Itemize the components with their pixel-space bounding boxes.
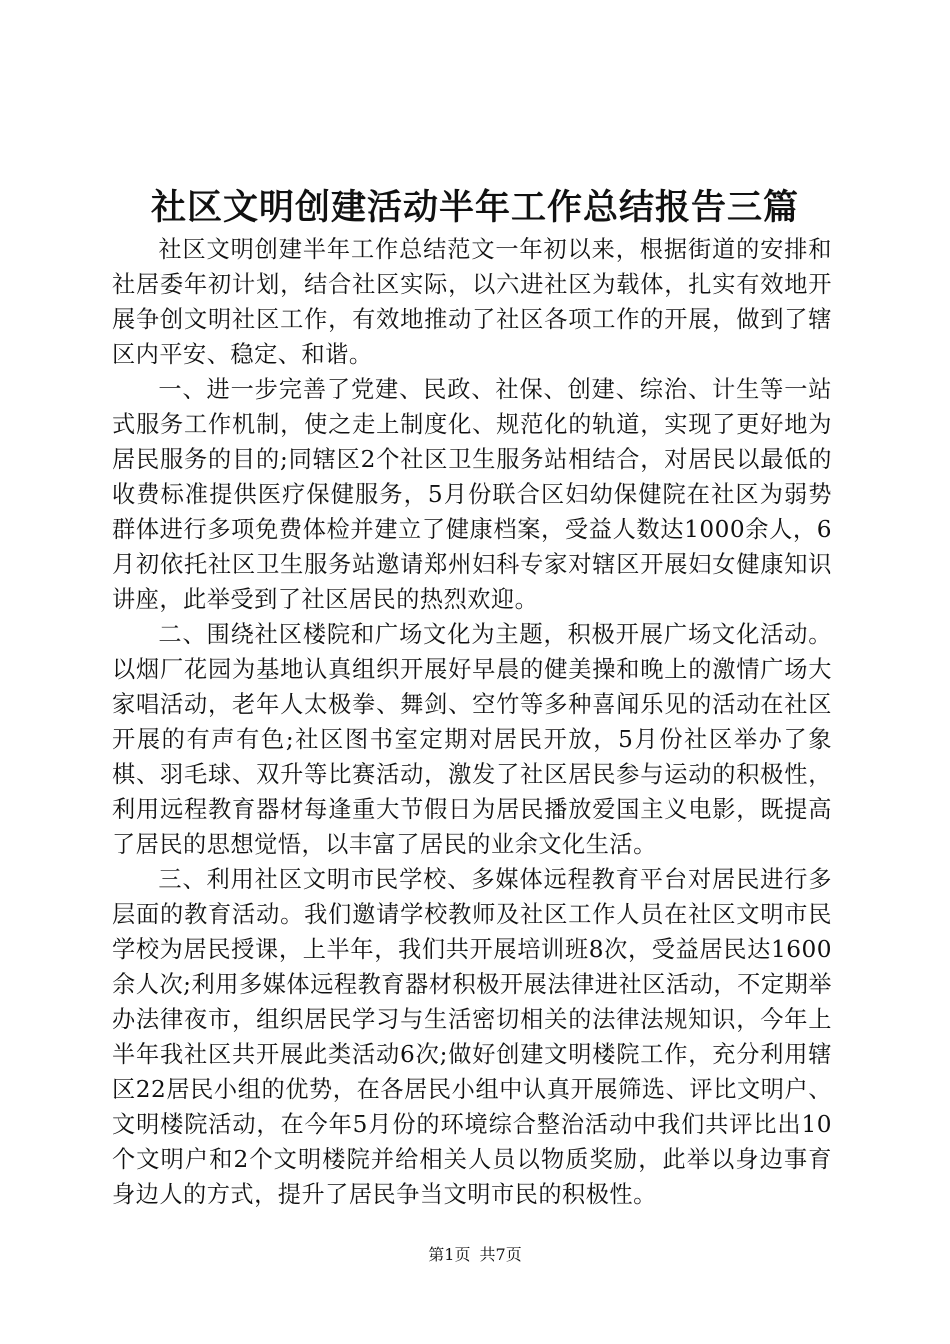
page-total: 共7页 bbox=[479, 1245, 522, 1264]
document-body bbox=[112, 232, 832, 1212]
paragraph-intro: 社区文明创建半年工作总结范文一年初以来，根据街道的安排和社居委年初计划，结合社区实际，以六进社区为载体，扎实有效地开展争创文明社区工作，有效地推动了社区各项工作的开展，做到了辖区内平安、稳定、和谐。 bbox=[112, 236, 832, 368]
paragraph-section-2: 二、围绕社区楼院和广场文化为主题，积极开展广场文化活动。以烟厂花园为基地认真组织开展好早晨的健美操和晚上的激情广场大家唱活动，老年人太极拳、舞剑、空竹等多种喜闻乐见的活动在社区开展的有声有色;社区图书室定期对居民开放，5月份社区举办了象棋、羽毛球、双升等比赛活动，激发了社区居民参与运动的积极性，利用远程教育器材每逢重大节假日为居民播放爱国主义电影，既提高了居民的思想觉悟，以丰富了居民的业余文化生活。 bbox=[112, 621, 832, 858]
paragraph-section-1: 一、进一步完善了党建、民政、社保、创建、综治、计生等一站式服务工作机制，使之走上制度化、规范化的轨道，实现了更好地为居民服务的目的;同辖区2个社区卫生服务站相结合，对居民以最低的收费标准提供医疗保健服务，5月份联合区妇幼保健院在社区为弱势群体进行多项免费体检并建立了健康档案，受益人数达1000余人，6月初依托社区卫生服务站邀请郑州妇科专家对辖区开展妇女健康知识讲座，此举受到了社区居民的热烈欢迎。 bbox=[112, 376, 832, 613]
page-number: 第1页 bbox=[428, 1245, 471, 1264]
paragraph-section-3: 三、利用社区文明市民学校、多媒体远程教育平台对居民进行多层面的教育活动。我们邀请学校教师及社区工作人员在社区文明市民学校为居民授课，上半年，我们共开展培训班8次，受益居民达1600余人次;利用多媒体远程教育器材积极开展法律进社区活动，不定期举办法律夜市，组织居民学习与生活密切相关的法律法规知识，今年上半年我社区共开展此类活动6次;做好创建文明楼院工作，充分利用辖区22居民小组的优势，在各居民小组中认真开展筛选、评比文明户、文明楼院活动，在今年5月份的环境综合整治活动中我们共评比出10个文明户和2个文明楼院并给相关人员以物质奖励，此举以身边事育身边人的方式，提升了居民争当文明市民的积极性。 bbox=[112, 866, 832, 1208]
document-title: 社区文明创建活动半年工作总结报告三篇 bbox=[150, 188, 799, 228]
page-footer bbox=[0, 1243, 950, 1267]
